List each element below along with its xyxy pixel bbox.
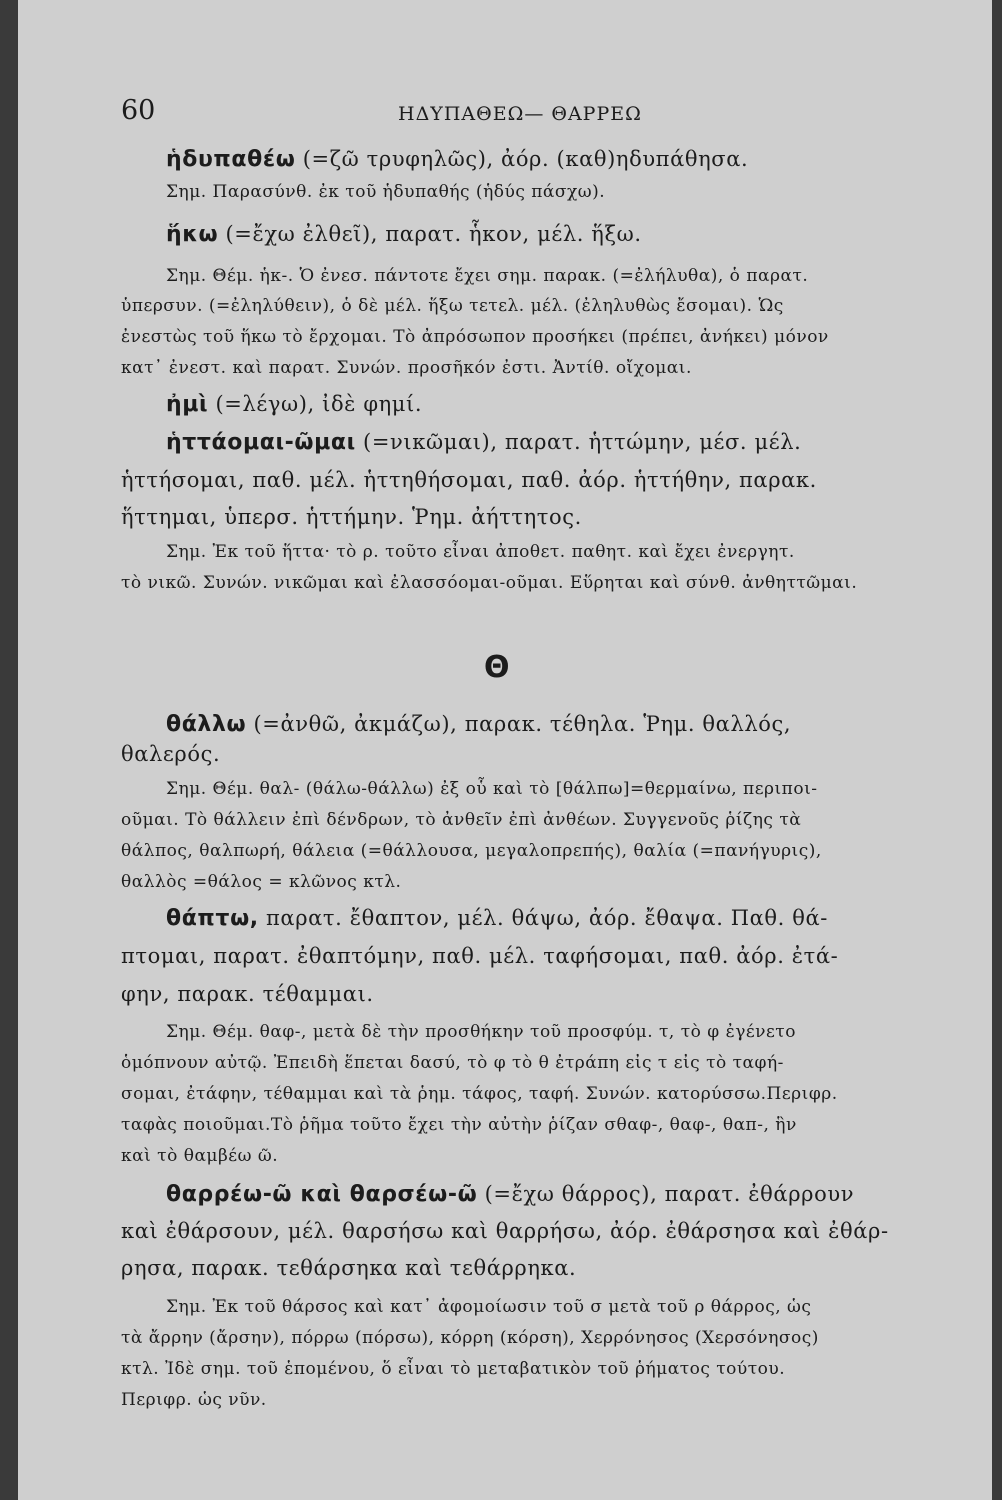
- text-line: [166, 430, 801, 455]
- entry-text: καὶ τὸ θαμβέω ῶ.: [121, 1146, 279, 1166]
- text-line: [121, 872, 401, 892]
- entry-text: ρησα, παρακ. τεθάρσηκα καὶ τεθάρρηκα.: [121, 1256, 577, 1280]
- entry-text: (=ἔχω ἐλθεῖ), παρατ. ἧκον, μέλ. ἥξω.: [218, 222, 642, 246]
- entry-headword: θαρρέω-ῶ καὶ θαρσέω-ῶ: [166, 1182, 478, 1207]
- entry-text: ἥττημαι, ὑπερσ. ἡττήμην. Ῥημ. ἀήττητος.: [121, 505, 582, 529]
- entry-text: Σημ. Θέμ. ἡκ-. Ὁ ἐνεσ. πάντοτε ἔχει σημ. παρακ. (=ἐλήλυθα), ὁ παρατ.: [166, 266, 809, 286]
- entry-text: κατ᾽ ἐνεστ. καὶ παρατ. Συνών. προσῆκόν ἐστι. Ἀντίθ. οἴχομαι.: [121, 358, 692, 378]
- entry-text: οῦμαι. Τὸ θάλλειν ἐπὶ δένδρων, τὸ ἀνθεῖν ἐπὶ ἀνθέων. Συγγενοῦς ῥίζης τὰ: [121, 810, 802, 830]
- entry-text: κτλ. Ἰδὲ σημ. τοῦ ἑπομένου, ὅ εἶναι τὸ μεταβατικὸν τοῦ ῥήματος τούτου.: [121, 1359, 786, 1379]
- entry-text: (=ἔχω θάρρος), παρατ. ἐθάρρουν: [477, 1182, 855, 1206]
- entry-text: (=λέγω), ἰδὲ φημί.: [208, 392, 423, 416]
- text-line: [121, 296, 784, 316]
- text-line: [166, 712, 791, 737]
- book-page: [18, 0, 992, 1500]
- entry-headword: ἥκω: [166, 222, 219, 247]
- text-line: [121, 573, 857, 593]
- entry-headword: ἡδυπαθέω: [166, 147, 296, 172]
- entry-headword: ἠμὶ: [166, 392, 209, 417]
- text-line: [121, 505, 582, 529]
- text-line: [121, 1053, 784, 1073]
- text-line: [121, 1256, 576, 1280]
- section-letter: Θ: [484, 650, 510, 685]
- entry-text: θαλερός.: [121, 742, 221, 766]
- entry-text: ἐνεστὼς τοῦ ἥκω τὸ ἔρχομαι. Τὸ ἀπρόσωπον προσήκει (πρέπει, ἀνήκει) μόνον: [121, 327, 829, 347]
- entry-text: σομαι, ἐτάφην, τέθαμμαι καὶ τὰ ῥημ. τάφος, ταφή. Συνών. κατορύσσω.Περιφρ.: [121, 1084, 838, 1104]
- entry-text: τὰ ἄρρην (ἄρσην), πόρρω (πόρσω), κόρρη (κόρση), Χερρόνησος (Χερσόνησος): [121, 1328, 819, 1348]
- entry-text: ταφὰς ποιοῦμαι.Τὸ ῥῆμα τοῦτο ἔχει τὴν αὐτὴν ῥίζαν σθαφ-, θαφ-, θαπ-, ἣν: [121, 1115, 797, 1135]
- entry-text: τὸ νικῶ. Συνών. νικῶμαι καὶ ἐλασσόομαι-οῦμαι. Εὕρηται καὶ σύνθ. ἀνθηττῶμαι.: [121, 573, 858, 593]
- text-line: [166, 182, 605, 202]
- entry-headword: θάλλω: [166, 712, 247, 737]
- entry-text: Περιφρ. ὡς νῦν.: [121, 1390, 267, 1410]
- entry-text: Σημ. Θέμ. θαλ- (θάλω-θάλλω) ἐξ οὗ καὶ τὸ [θάλπω]=θερμαίνω, περιποι-: [166, 779, 818, 799]
- entry-text: θάλπος, θαλπωρή, θάλεια (=θάλλουσα, μεγαλοπρεπής), θαλία (=πανήγυρις),: [121, 841, 822, 861]
- text-line: [166, 222, 642, 247]
- text-line: [121, 1084, 838, 1104]
- text-line: [121, 841, 822, 861]
- text-line: [121, 944, 838, 968]
- entry-headword: θάπτω,: [166, 906, 259, 931]
- text-line: [166, 1022, 796, 1042]
- entry-text: (=νικῶμαι), παρατ. ἡττώμην, μέσ. μέλ.: [355, 430, 802, 454]
- text-line: [166, 266, 808, 286]
- entry-text: Σημ. Παρασύνθ. ἐκ τοῦ ἡδυπαθής (ἡδύς πάσχω).: [166, 182, 606, 202]
- entry-text: Σημ. Ἐκ τοῦ ἥττα· τὸ ρ. τοῦτο εἶναι ἀποθετ. παθητ. καὶ ἔχει ἐνεργητ.: [166, 542, 795, 562]
- entry-text: πτομαι, παρατ. ἐθαπτόμην, παθ. μέλ. ταφήσομαι, παθ. ἀόρ. ἐτά-: [121, 944, 839, 968]
- text-line: [121, 1328, 819, 1348]
- text-line: [121, 327, 829, 347]
- text-line: [166, 392, 422, 417]
- text-line: [166, 1182, 854, 1207]
- entry-text: ὁμόπνουν αὐτῷ. Ἐπειδὴ ἕπεται δασύ, τὸ φ τὸ θ ἐτράπη εἰς τ εἰς τὸ ταφή-: [121, 1053, 784, 1073]
- text-line: [121, 1359, 785, 1379]
- text-line: [121, 468, 817, 492]
- entry-text: (=ἀνθῶ, ἀκμάζω), παρακ. τέθηλα. Ῥημ. θαλλός,: [246, 712, 792, 736]
- entry-text: ἡττήσομαι, παθ. μέλ. ἡττηθήσομαι, παθ. ἀόρ. ἡττήθην, παρακ.: [121, 468, 817, 492]
- text-line: [166, 542, 795, 562]
- text-line: [121, 742, 220, 766]
- text-line: [121, 358, 692, 378]
- entry-headword: ἡττάομαι-ῶμαι: [166, 430, 356, 455]
- entry-text: θαλλὸς =θάλος = κλῶνος κτλ.: [121, 872, 402, 892]
- page-header: [18, 95, 992, 135]
- text-line: [166, 147, 748, 172]
- text-line: [166, 1297, 811, 1317]
- text-line: [121, 810, 801, 830]
- entry-text: (=ζῶ τρυφηλῶς), ἀόρ. (καθ)ηδυπάθησα.: [295, 147, 749, 171]
- text-line: [166, 906, 828, 931]
- text-line: [121, 1115, 797, 1135]
- text-line: [121, 1146, 278, 1166]
- text-line: [166, 779, 818, 799]
- running-head: ΗΔΥΠΑΘΕΩ— ΘΑΡΡΕΩ: [398, 103, 642, 125]
- entry-text: καὶ ἐθάρσουν, μέλ. θαρσήσω καὶ θαρρήσω, ἀόρ. ἐθάρσησα καὶ ἐθάρ-: [121, 1219, 889, 1243]
- entry-text: παρατ. ἔθαπτον, μέλ. θάψω, ἀόρ. ἔθαψα. Παθ. θά-: [258, 906, 828, 930]
- text-line: [121, 982, 374, 1006]
- entry-text: φην, παρακ. τέθαμμαι.: [121, 982, 374, 1006]
- entry-text: Σημ. Ἐκ τοῦ θάρσος καὶ κατ᾽ ἀφομοίωσιν τοῦ σ μετὰ τοῦ ρ θάρρος, ὡς: [166, 1297, 812, 1317]
- page-number: 60: [121, 95, 156, 126]
- text-line: [121, 1390, 267, 1410]
- text-line: [121, 1219, 889, 1243]
- entry-text: ὑπερσυν. (=ἐληλύθειν), ὁ δὲ μέλ. ἥξω τετελ. μέλ. (ἐληλυθὼς ἔσομαι). Ὡς: [121, 296, 784, 316]
- entry-text: Σημ. Θέμ. θαφ-, μετὰ δὲ τὴν προσθήκην τοῦ προσφύμ. τ, τὸ φ ἐγένετο: [166, 1022, 796, 1042]
